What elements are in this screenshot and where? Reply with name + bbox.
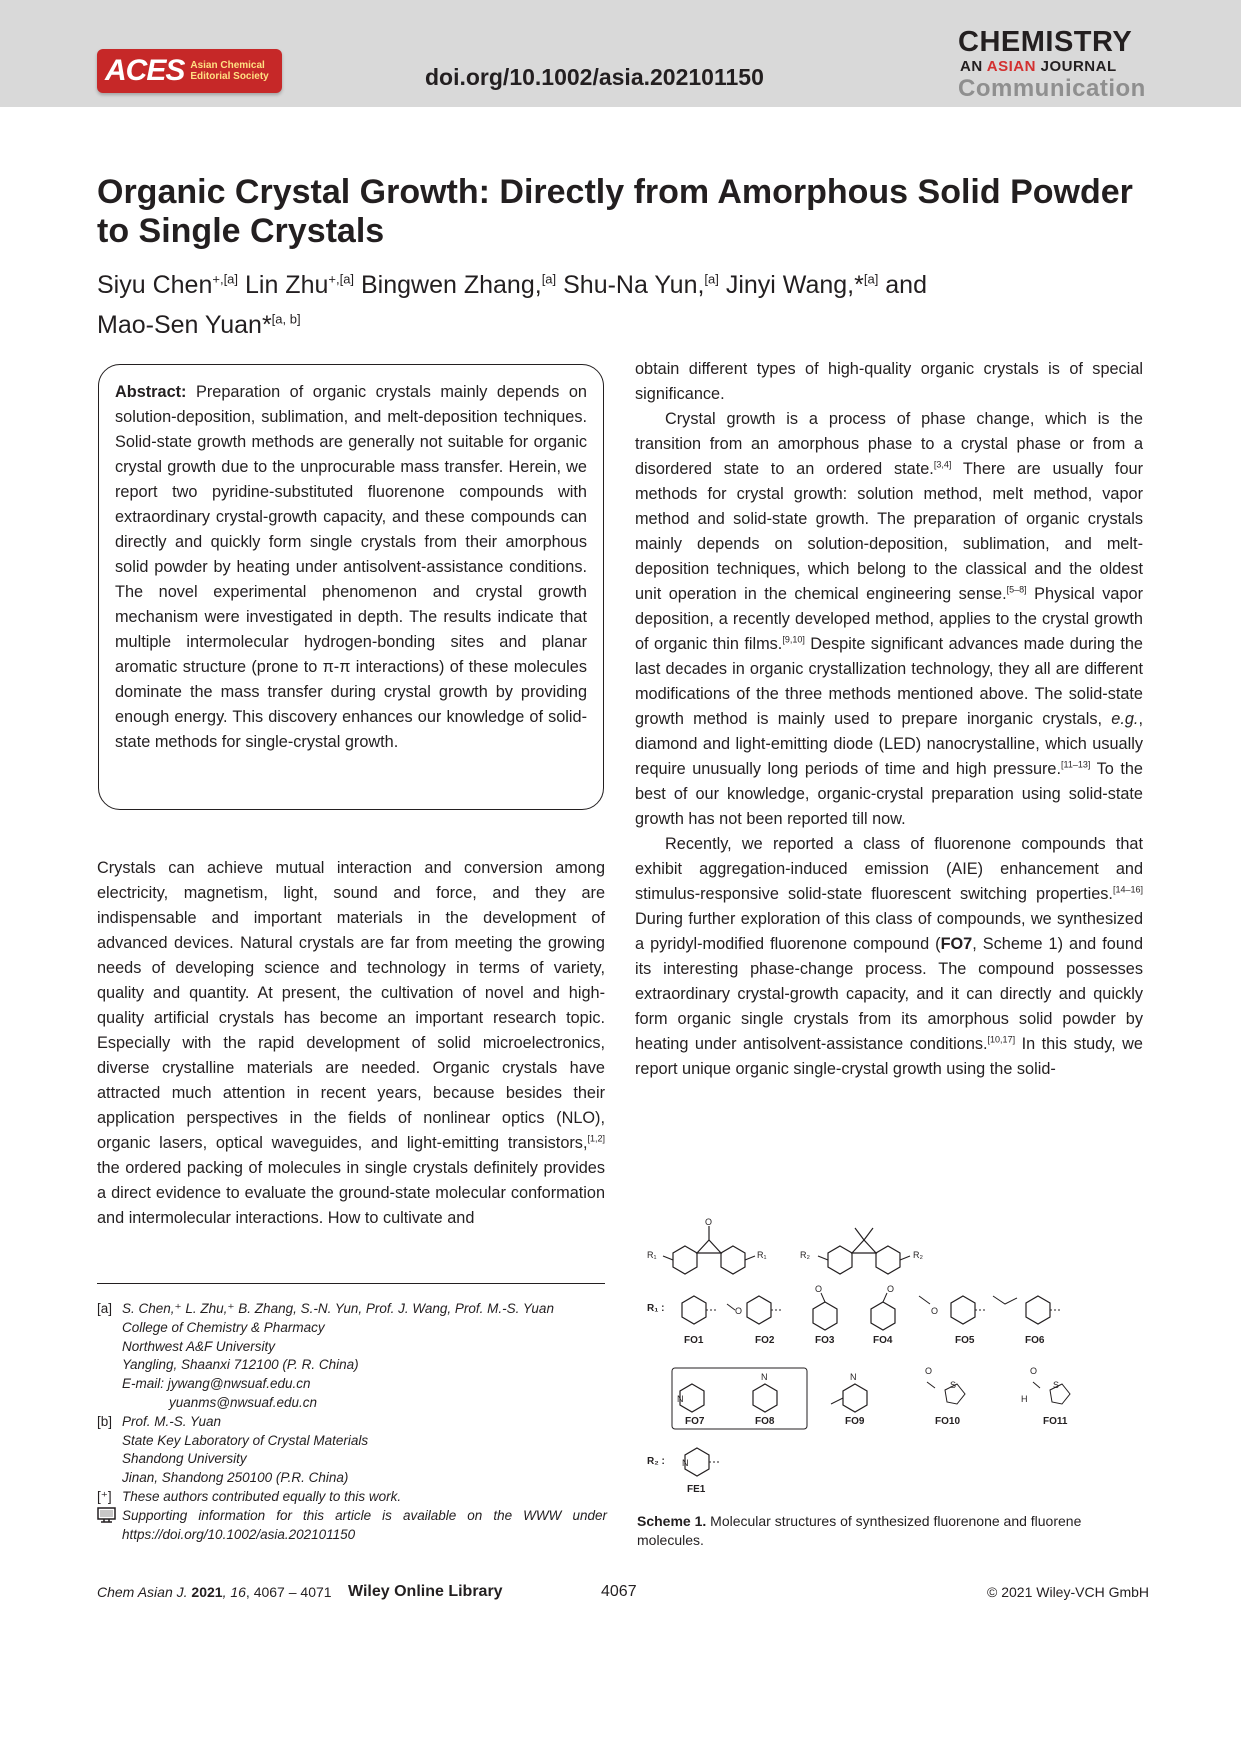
- author: Lin Zhu$^{+,[a]}$: [244, 271, 355, 300]
- journal-citation: Chem Asian J. 2021, 16, 4067 – 4071: [97, 1584, 332, 1600]
- supporting-info-link[interactable]: Supporting information for this article is available on the WWW under https://doi.org/10.1002/asia.202101150: [122, 1507, 607, 1542]
- journal-subname: AN ASIAN JOURNAL: [960, 58, 1117, 75]
- svg-text:R₁: R₁: [647, 1250, 657, 1260]
- abstract-box: [98, 364, 604, 810]
- substituent-fe1: [682, 1448, 720, 1495]
- svg-text:FE1: FE1: [687, 1484, 706, 1495]
- reference-link[interactable]: [11–13]: [1061, 759, 1091, 770]
- svg-text:FO8: FO8: [755, 1416, 775, 1427]
- svg-text:FO9: FO9: [845, 1416, 865, 1427]
- svg-text:O: O: [735, 1306, 743, 1316]
- footnote-supporting-info: [97, 1507, 607, 1545]
- computer-icon: [97, 1507, 122, 1545]
- author: Shu-Na Yun,[a]: [563, 271, 719, 300]
- reference-link[interactable]: [5–8]: [1006, 584, 1027, 595]
- svg-text:FO1: FO1: [684, 1335, 704, 1346]
- svg-text:O: O: [1030, 1366, 1038, 1376]
- reference-link[interactable]: [14–16]: [1112, 884, 1143, 895]
- svg-text:FO5: FO5: [955, 1335, 975, 1346]
- svg-text:O: O: [925, 1366, 933, 1376]
- svg-text:O: O: [931, 1306, 939, 1316]
- author: Siyu Chen$^{+,[a]}$: [97, 271, 239, 300]
- svg-text:O: O: [815, 1284, 823, 1294]
- publisher-logo-text: ACES: [105, 54, 185, 87]
- svg-text:O: O: [705, 1218, 713, 1227]
- abstract-text: Abstract: Preparation of organic crystals mainly depends on solution-deposition, sublimation, and melt-deposition techniques. Solid-state growth methods are generally not suitable for organic crystal growth due to the unprocurable mass transfer. Herein, we report two pyridine-substituted fluorenone compounds with extraordinary crystal-growth capacity, and these compounds can directly and quickly form single crystals from their amorphous solid powder by heating under antisolvent-assistance conditions. The novel experimental phenomenon and crystal growth mechanism were investigated in depth. The results indicate that multiple intermolecular hydrogen-bonding sites and planar aromatic structure (prone to π-π interactions) of these molecules dominate the mass transfer during crystal growth by providing enough energy. This discovery enhances our knowledge of solid-state methods for single-crystal growth.: [115, 383, 587, 751]
- reference-link[interactable]: [3,4]: [933, 459, 952, 470]
- body-left-column: [97, 856, 605, 1231]
- page-number: 4067: [601, 1583, 637, 1600]
- email-link[interactable]: yuanms@nwsuaf.edu.cn: [169, 1394, 318, 1410]
- reference-link[interactable]: [1,2]: [587, 1133, 605, 1144]
- author-list: [97, 263, 1147, 342]
- svg-text:FO2: FO2: [755, 1335, 775, 1346]
- svg-text:N: N: [761, 1372, 768, 1382]
- substituent-row-2: [677, 1366, 1070, 1427]
- author: Bingwen Zhang,[a]: [361, 271, 557, 300]
- svg-text:FO7: FO7: [685, 1416, 705, 1427]
- svg-text:FO10: FO10: [935, 1416, 961, 1427]
- footnote-divider: [97, 1283, 605, 1284]
- journal-header: [0, 0, 1241, 107]
- journal-name: CHEMISTRY: [958, 26, 1133, 58]
- svg-text:O: O: [887, 1284, 895, 1294]
- footnote-a: [a] S. Chen,⁺ L. Zhu,⁺ B. Zhang, S.-N. Yun, Prof. J. Wang, Prof. M.-S. Yuan College of Chemistry & Pharmacy Northwest A&F University Yangling, Shaanxi 712100 (P. R. China) E-mail: jywang@nwsuaf.edu.cn yuanms@nwsuaf.edu.cn: [97, 1301, 554, 1410]
- footnote-equal-contribution: [⁺] These authors contributed equally to this work.: [97, 1488, 402, 1504]
- publisher-logo-subtitle: Asian Chemical Editorial Society: [190, 60, 269, 82]
- body-right-column: [635, 357, 1143, 1082]
- svg-text:R₁: R₁: [757, 1250, 767, 1260]
- footnote-b: [b] Prof. M.-S. Yuan State Key Laboratory of Crystal Materials Shandong University Jinan, Shandong 250100 (P.R. China): [97, 1413, 369, 1486]
- email-link[interactable]: E-mail: jywang@nwsuaf.edu.cn: [122, 1376, 311, 1392]
- doi-link[interactable]: doi.org/10.1002/asia.202101150: [425, 64, 764, 90]
- reference-link[interactable]: [10,17]: [987, 1034, 1016, 1045]
- copyright: © 2021 Wiley-VCH GmbH: [987, 1584, 1150, 1600]
- scheme-1-figure: [645, 1218, 1115, 1504]
- svg-text:FO11: FO11: [1043, 1416, 1068, 1427]
- article-type: Communication: [958, 75, 1146, 102]
- svg-text:FO3: FO3: [815, 1335, 835, 1346]
- svg-text:R₂: R₂: [800, 1250, 810, 1260]
- abstract-label: Abstract:: [115, 383, 187, 401]
- article-title: Organic Crystal Growth: Directly from Amorphous Solid Powder to Single Crystals: [97, 173, 1133, 250]
- wiley-online-library-link[interactable]: Wiley Online Library: [348, 1583, 503, 1600]
- substituent-row-1: [682, 1284, 1061, 1346]
- body-paragraph: Recently, we reported a class of fluorenone compounds that exhibit aggregation-induced emission (AIE) enhancement and stimulus-responsive solid-state fluorescent switching properties.[14–16] During further exploration of this class of compounds, we synthesized a pyridyl-modified fluorenone compound (FO7, Scheme 1) and found its interesting phase-change process. The compound possesses extraordinary crystal-growth capacity, and it can directly and quickly form organic single crystals from its amorphous solid powder by heating under antisolvent-assistance conditions.[10,17] In this study, we report unique organic single-crystal growth using the solid-: [635, 835, 1143, 1078]
- svg-text:N: N: [682, 1458, 689, 1468]
- fluorene-core-structure: [800, 1228, 923, 1274]
- svg-text:FO4: FO4: [873, 1335, 893, 1346]
- author: Jinyi Wang,*[a] and: [725, 271, 927, 300]
- svg-text:S: S: [1053, 1380, 1060, 1390]
- svg-text:R₁ :: R₁ :: [647, 1303, 665, 1314]
- svg-text:N: N: [850, 1372, 857, 1382]
- fluorenone-core-structure: [647, 1218, 767, 1274]
- scheme-caption: Scheme 1. Molecular structures of synthesized fluorenone and fluorene molecules.: [637, 1513, 1082, 1548]
- body-paragraph: Crystal growth is a process of phase change, which is the transition from an amorphous phase to a crystal phase or from a disordered state to an ordered state.[3,4] There are usually four methods for crystal growth: solution method, melt method, vapor method and solid-state growth. The preparation of organic crystals mainly depends on solution-deposition, sublimation, and melt-deposition techniques, which belong to the classical and the oldest unit operation in the chemical engineering sense.[5–8] Physical vapor deposition, a recently developed method, applies to the crystal growth of organic thin films.[9,10] Despite significant advances made during the last decades in organic crystallization technology, they all are different modifications of the three methods mentioned above. The solid-state growth method is mainly used to prepare inorganic crystals, e.g., diamond and light-emitting diode (LED) nanocrystalline, which usually require unusually long periods of time and high pressure.[11–13] To the best of our knowledge, organic-crystal preparation using solid-state growth has not been reported till now.: [635, 410, 1143, 828]
- body-paragraph: obtain different types of high-quality organic crystals is of special significance.: [635, 360, 1143, 403]
- svg-text:N: N: [677, 1394, 684, 1404]
- body-paragraph: Crystals can achieve mutual interaction and conversion among electricity, magnetism, light, sound and force, and they are indispensable and important materials in the development of advanced devices. Natural crystals are far from meeting the growing needs of developing science and technology in terms of variety, quality and quantity. At present, the cultivation of novel and high-quality artificial crystals has become an important research topic. Especially with the rapid development of solid microelectronics, diverse crystalline materials are needed. Organic crystals have attracted much attention in recent years, because besides their application perspectives in the fields of nonlinear optics (NLO), organic lasers, optical waveguides, and light-emitting transistors,[1,2] the ordered packing of molecules in single crystals definitely provides a direct evidence to evaluate the ground-state molecular conformation and intermolecular interactions. How to cultivate and: [97, 859, 605, 1227]
- svg-text:R₂: R₂: [913, 1250, 923, 1260]
- reference-link[interactable]: [9,10]: [782, 634, 805, 645]
- svg-text:R₂ :: R₂ :: [647, 1456, 665, 1467]
- publisher-logo[interactable]: [97, 49, 282, 93]
- author: Mao-Sen Yuan*[a, b]: [97, 310, 301, 339]
- affiliation-footnotes: [97, 1300, 607, 1544]
- svg-text:FO6: FO6: [1025, 1335, 1045, 1346]
- svg-text:S: S: [950, 1380, 957, 1390]
- svg-text:H: H: [1021, 1394, 1028, 1404]
